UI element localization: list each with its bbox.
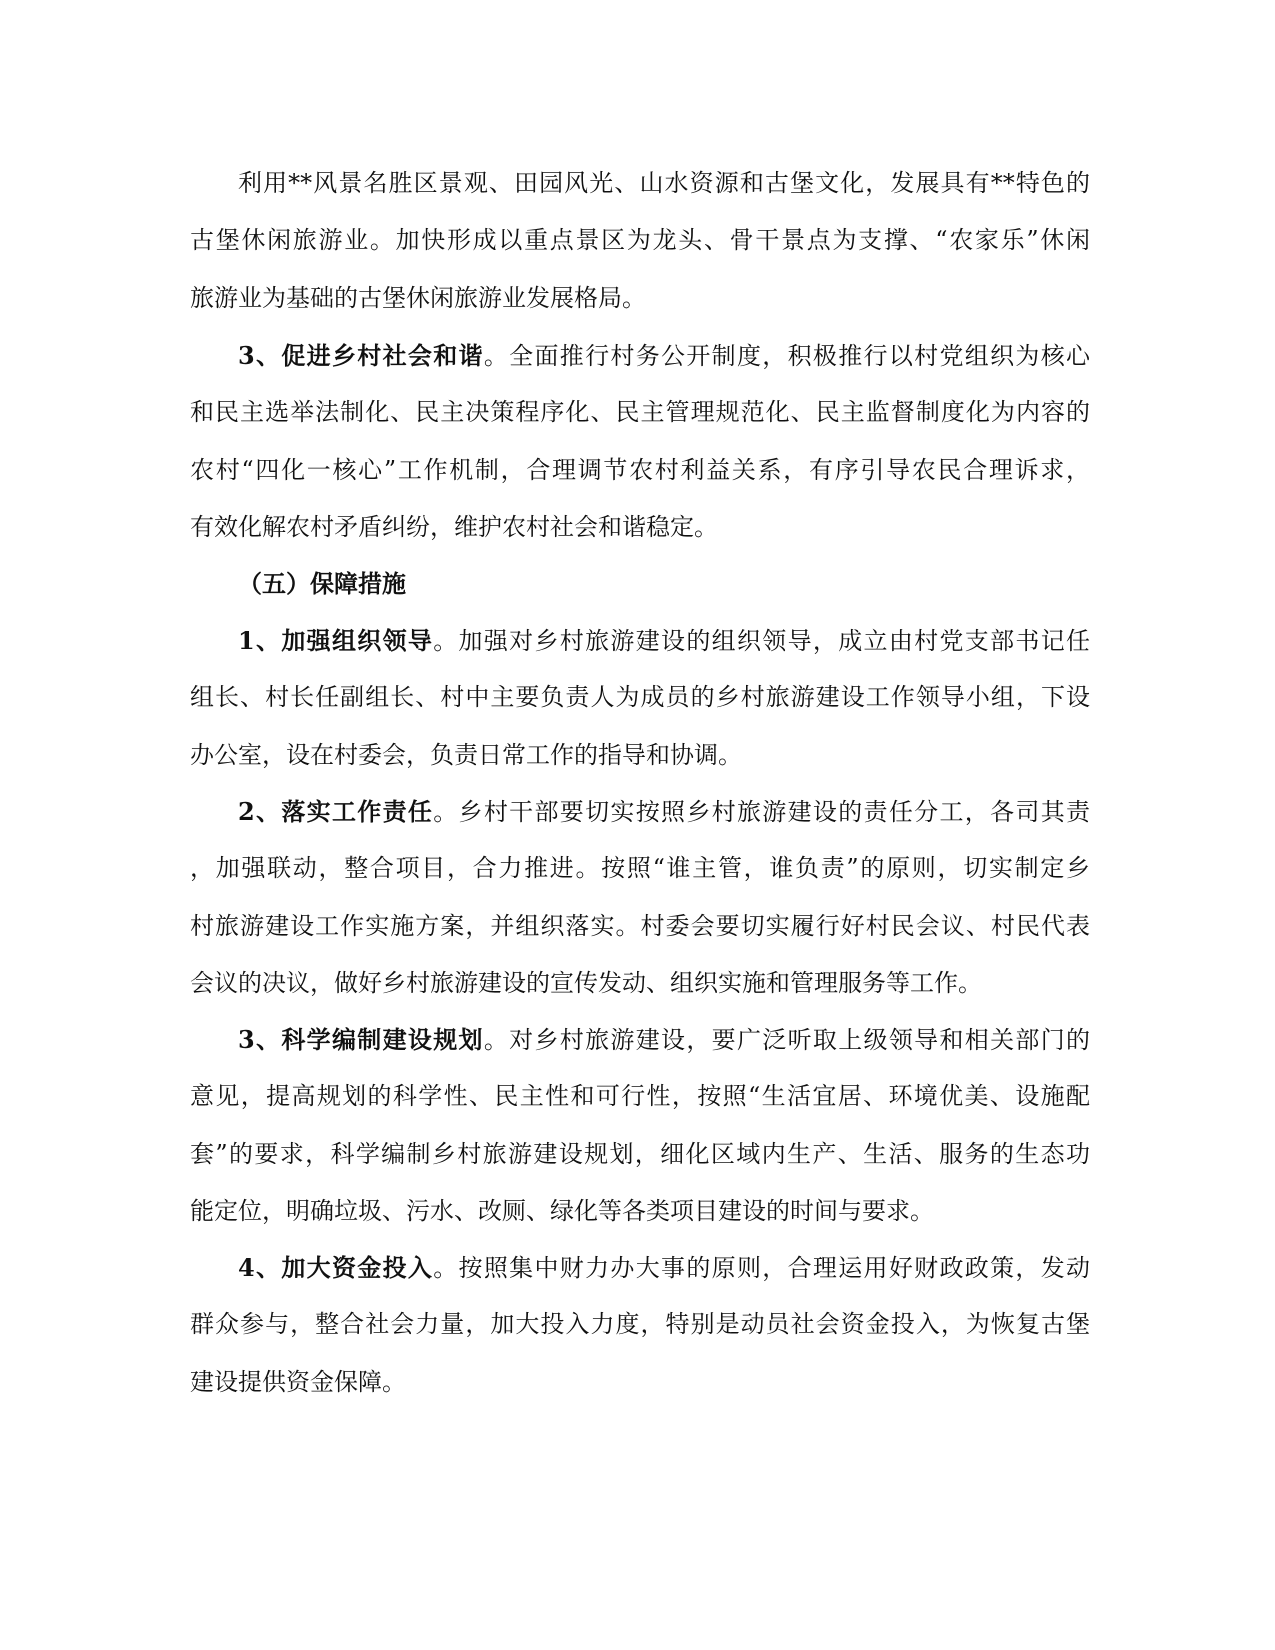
paragraph-line: 套”的要求，科学编制乡村旅游建设规划，细化区域内生产、生活、服务的生态功	[190, 1139, 1090, 1168]
paragraph-construction-planning	[190, 1011, 1090, 1240]
paragraph-organization-leadership	[190, 612, 1090, 784]
paragraph-line: 古堡休闲旅游业。加快形成以重点景区为龙头、骨干景点为支撑、“农家乐”休闲	[190, 226, 1090, 255]
paragraph-line: 村旅游建设工作实施方案，并组织落实。村委会要切实履行好村民会议、村民代表	[190, 911, 1090, 940]
paragraph-line: 会议的决议，做好乡村旅游建设的宣传发动、组织实施和管理服务等工作。	[190, 968, 982, 997]
paragraph-line-text: 。乡村干部要切实按照乡村旅游建设的责任分工，各司其责	[433, 798, 1091, 826]
paragraph-lead: 3、促进乡村社会和谐	[238, 341, 484, 370]
paragraph-line: 能定位，明确垃圾、污水、改厕、绿化等各类项目建设的时间与要求。	[190, 1196, 934, 1225]
paragraph-line-text: 。对乡村旅游建设，要广泛听取上级领导和相关部门的	[483, 1026, 1091, 1054]
paragraph-line: 办公室，设在村委会，负责日常工作的指导和协调。	[190, 740, 742, 769]
paragraph-tourism-development	[190, 155, 1090, 327]
paragraph-line: 建设提供资金保障。	[190, 1367, 406, 1396]
paragraph-work-responsibility	[190, 783, 1090, 1012]
paragraph-lead: 2、落实工作责任	[238, 797, 434, 826]
paragraph-line: 有效化解农村矛盾纠纷，维护农村社会和谐稳定。	[190, 512, 718, 541]
paragraph-line: 农村“四化一核心”工作机制，合理调节农村利益关系，有序引导农民合理诉求，	[190, 455, 1090, 484]
paragraph-lead: 3、科学编制建设规划	[238, 1025, 484, 1054]
paragraph-first-line	[190, 1239, 1090, 1296]
paragraph-first-line	[190, 1011, 1090, 1068]
paragraph-line: 群众参与，整合社会力量，加大投入力度，特别是动员社会资金投入，为恢复古堡	[190, 1310, 1090, 1339]
paragraph-lead: 4、加大资金投入	[238, 1253, 434, 1282]
section-heading: （五）保障措施	[238, 569, 406, 598]
paragraph-funding-investment	[190, 1239, 1090, 1411]
paragraph-first-line	[190, 783, 1090, 840]
paragraph-line: 旅游业为基础的古堡休闲旅游业发展格局。	[190, 283, 646, 312]
paragraph-lead: 1、加强组织领导	[238, 626, 434, 655]
paragraph-line: 和民主选举法制化、民主决策程序化、民主管理规范化、民主监督制度化为内容的	[190, 398, 1090, 427]
paragraph-line-text: 。全面推行村务公开制度，积极推行以村党组织为核心	[483, 342, 1091, 370]
paragraph-line: 利用**风景名胜区景观、田园风光、山水资源和古堡文化，发展具有**特色的	[238, 169, 1090, 197]
paragraph-line: ，加强联动，整合项目，合力推进。按照“谁主管，谁负责”的原则，切实制定乡	[190, 854, 1090, 883]
paragraph-line-text: 。按照集中财力办大事的原则，合理运用好财政政策，发动	[433, 1254, 1091, 1282]
paragraph-social-harmony	[190, 327, 1090, 556]
paragraph-line: 意见，提高规划的科学性、民主性和可行性，按照“生活宜居、环境优美、设施配	[190, 1082, 1090, 1111]
paragraph-first-line	[190, 327, 1090, 384]
paragraph-first-line	[190, 612, 1090, 669]
paragraph-line: 组长、村长任副组长、村中主要负责人为成员的乡村旅游建设工作领导小组，下设	[190, 683, 1090, 712]
paragraph-line-text: 。加强对乡村旅游建设的组织领导，成立由村党支部书记任	[433, 627, 1091, 655]
